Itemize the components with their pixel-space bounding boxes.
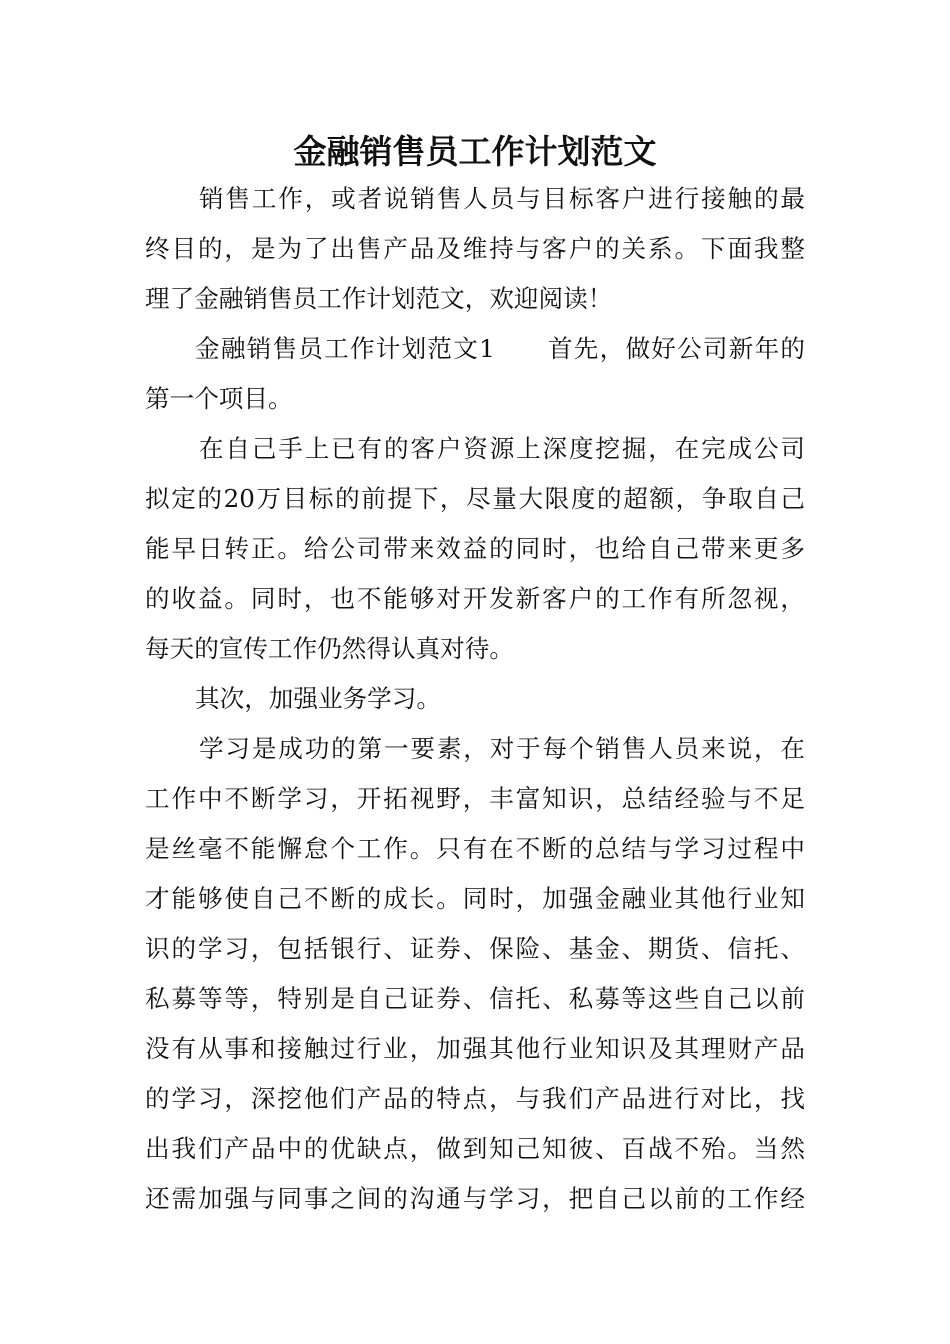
paragraph-line: 才能够使自己不断的成长。同时，加强金融业其他行业知 [145,884,805,913]
paragraph-line: 每天的宣传工作仍然得认真对待。 [145,634,514,663]
document-body [145,174,805,1224]
paragraph-line: 是丝毫不能懈怠个工作。只有在不断的总结与学习过程中 [145,834,805,863]
paragraph-line: 还需加强与同事之间的沟通与学习，把自己以前的工作经 [145,1184,805,1213]
paragraph-line: 第一个项目。 [145,384,293,413]
paragraph-line: 拟定的20万目标的前提下，尽量大限度的超额，争取自己 [145,484,805,513]
paragraph-line: 出我们产品中的优缺点，做到知己知彼、百战不殆。当然 [145,1134,805,1163]
paragraph-line: 私募等等，特别是自己证券、信托、私募等这些自己以前 [145,984,805,1013]
paragraph-line: 终目的，是为了出售产品及维持与客户的关系。下面我整 [145,234,805,263]
paragraph-line: 的学习，深挖他们产品的特点，与我们产品进行对比，找 [145,1084,805,1113]
paragraph-line: 学习是成功的第一要素，对于每个销售人员来说，在 [199,734,805,763]
paragraph-line: 的收益。同时，也不能够对开发新客户的工作有所忽视， [145,584,805,613]
paragraph-line: 没有从事和接触过行业，加强其他行业知识及其理财产品 [145,1034,805,1063]
paragraph-line: 理了金融销售员工作计划范文，欢迎阅读！ [145,284,613,313]
section-heading: 金融销售员工作计划范文1 [195,334,495,363]
paragraph-line: 在自己手上已有的客户资源上深度挖掘，在完成公司 [199,434,805,463]
paragraph-line: 工作中不断学习，开拓视野，丰富知识，总结经验与不足 [145,784,805,813]
paragraph-line: 其次，加强业务学习。 [195,684,441,713]
paragraph-text: 首先，做好公司新年的 [546,334,805,363]
paragraph-line: 识的学习，包括银行、证券、保险、基金、期货、信托、 [145,934,805,963]
section-heading-line [145,324,805,374]
document-title: 金融销售员工作计划范文 [293,132,657,171]
paragraph-line: 销售工作，或者说销售人员与目标客户进行接触的最 [199,184,805,213]
paragraph-line: 能早日转正。给公司带来效益的同时，也给自己带来更多 [145,534,805,563]
